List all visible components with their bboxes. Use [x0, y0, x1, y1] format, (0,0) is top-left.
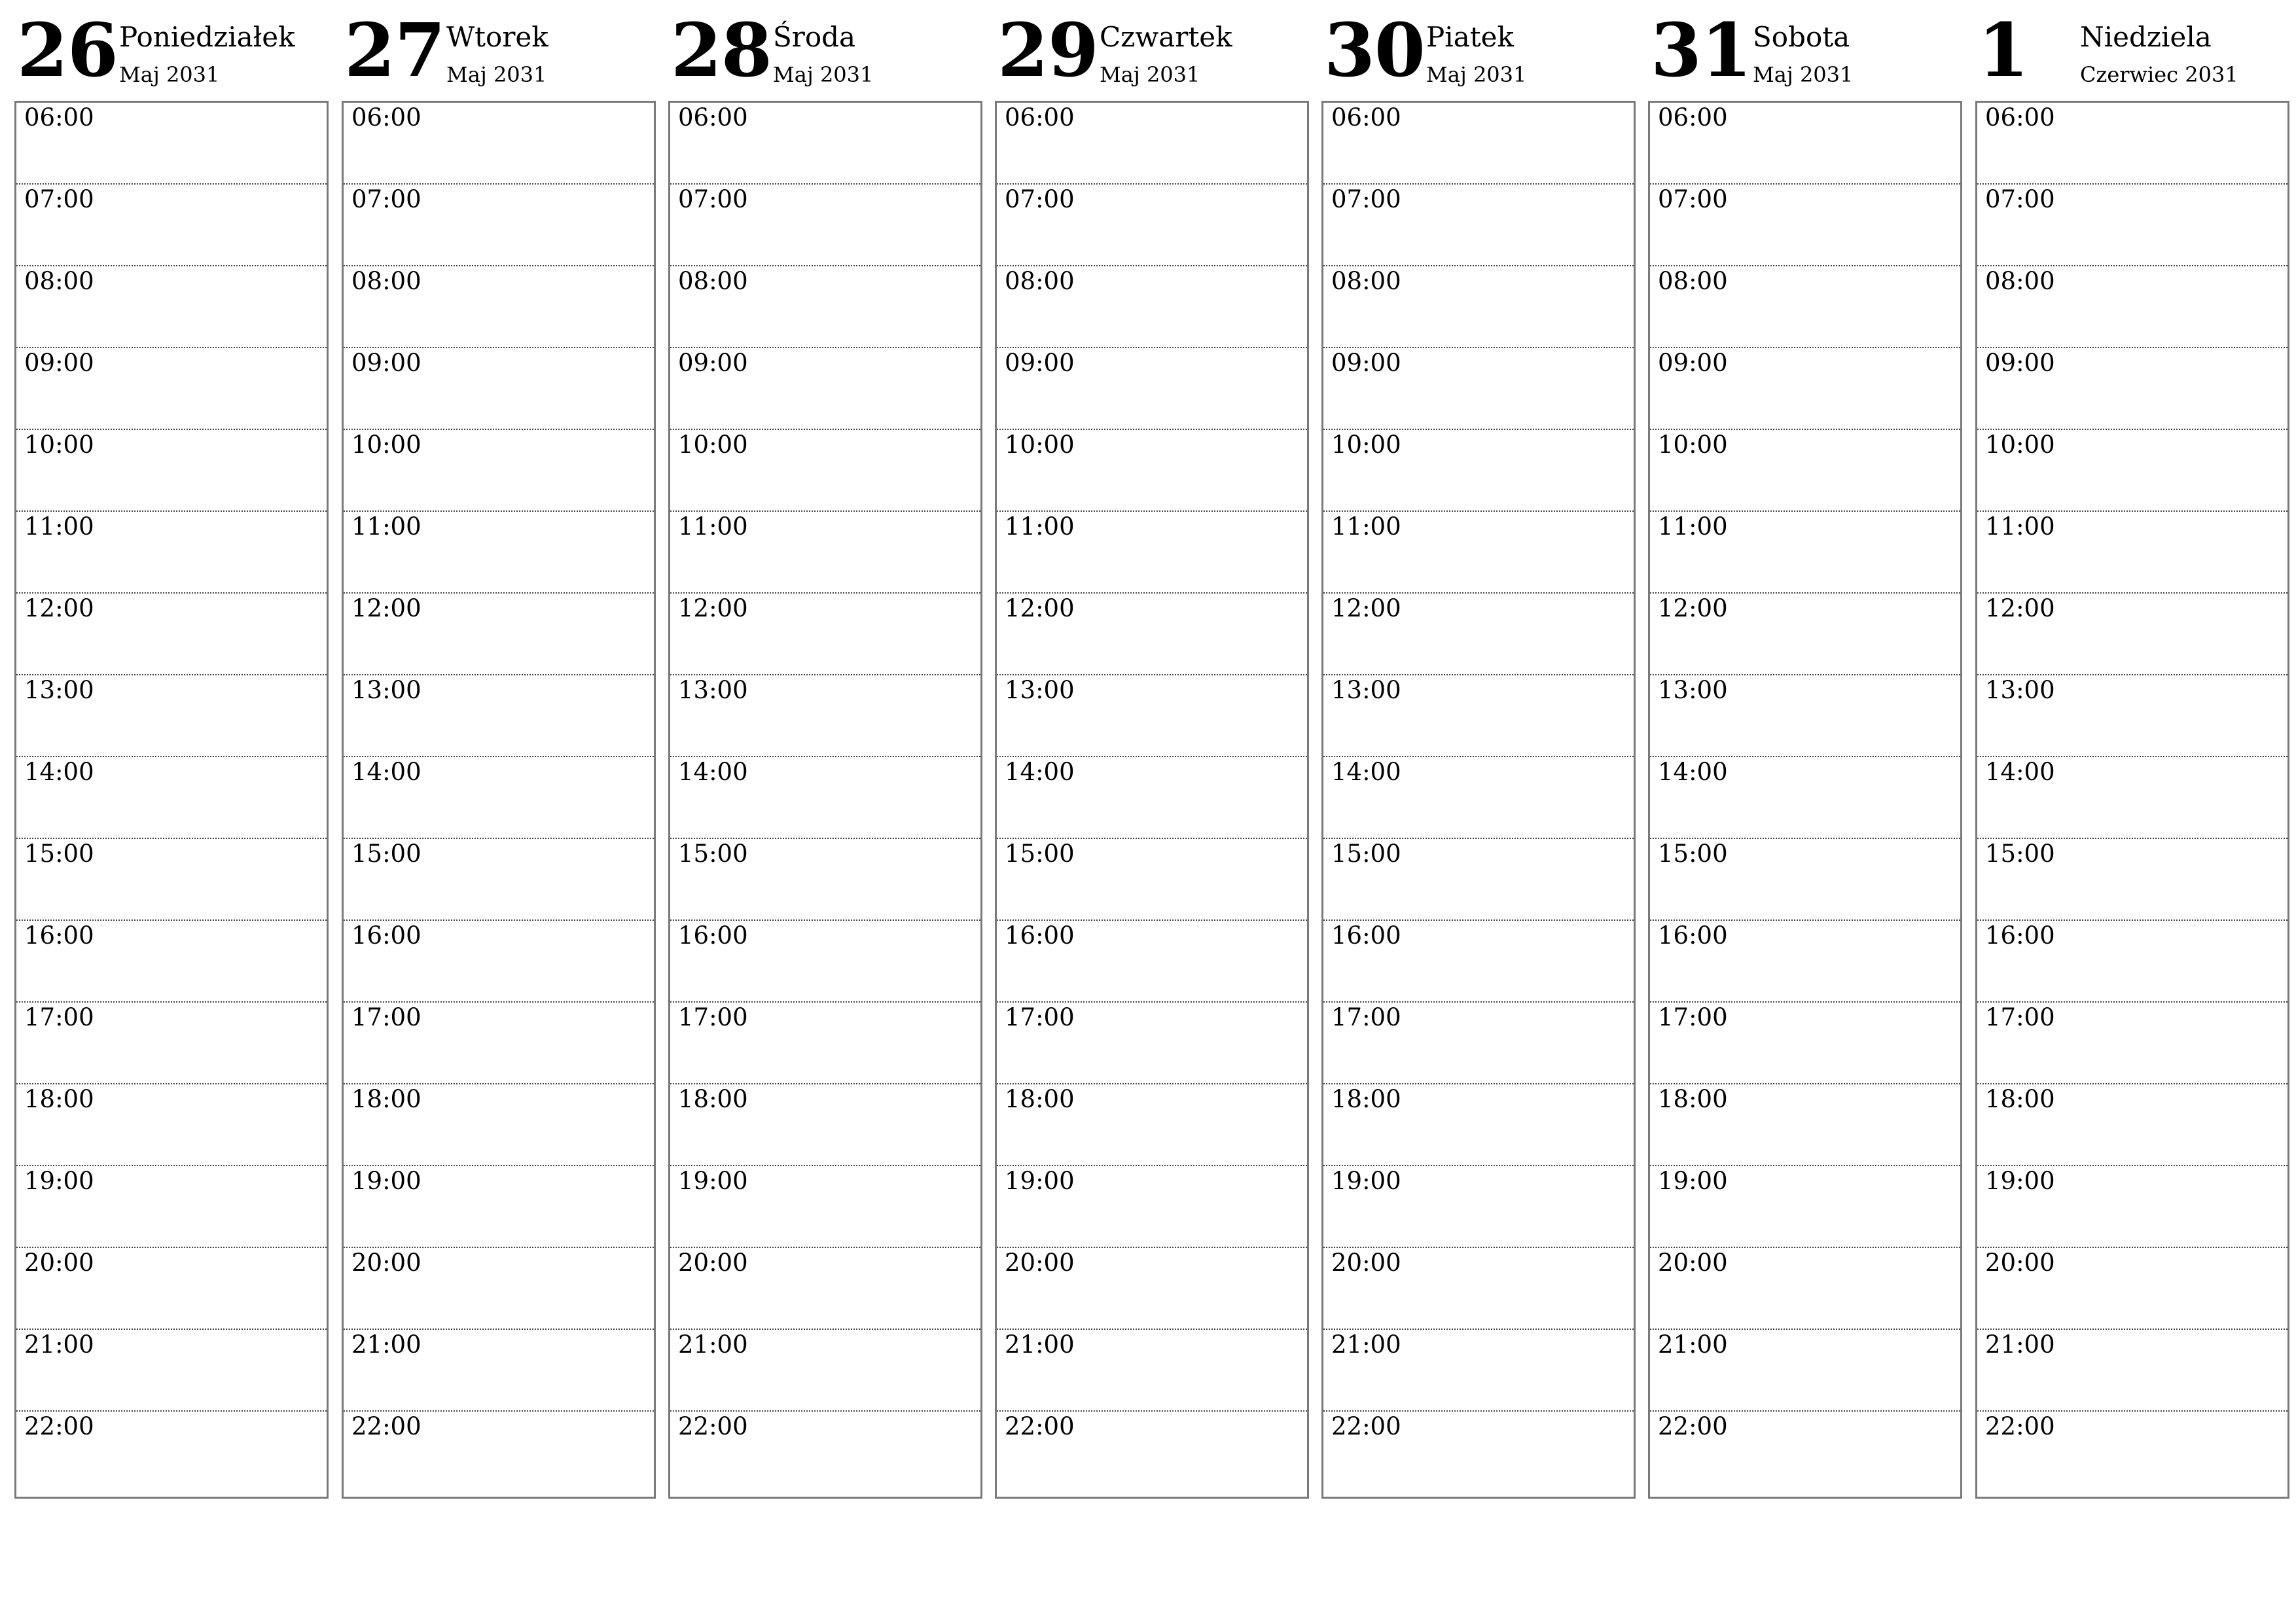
- time-slot-label: 13:00: [351, 676, 422, 704]
- time-slot-label: 19:00: [24, 1167, 94, 1195]
- time-slot[interactable]: [670, 1166, 980, 1248]
- day-number: 1: [1978, 8, 2028, 94]
- time-slot-label: 10:00: [351, 431, 422, 459]
- time-slot-label: 07:00: [1985, 185, 2055, 213]
- time-slot-label: 15:00: [1985, 840, 2055, 868]
- day-header: [1321, 0, 1636, 99]
- time-slot[interactable]: [1323, 594, 1634, 675]
- time-slot-label: 11:00: [1331, 512, 1401, 541]
- time-slot[interactable]: [1650, 1166, 1960, 1248]
- time-slot-label: 15:00: [1005, 840, 1075, 868]
- day-name: Czwartek: [1100, 21, 1232, 53]
- time-slot[interactable]: [670, 348, 980, 430]
- day-header: [995, 0, 1309, 99]
- day-header: [14, 0, 329, 99]
- time-slot-label: 16:00: [1985, 921, 2055, 950]
- time-slot[interactable]: [670, 675, 980, 757]
- day-column: [1321, 0, 1636, 1440]
- time-slot-label: 07:00: [24, 185, 94, 213]
- time-slot[interactable]: [1650, 348, 1960, 430]
- month-label: Maj 2031: [1100, 62, 1200, 87]
- time-slot[interactable]: [1977, 1003, 2287, 1084]
- time-slot[interactable]: [16, 839, 327, 921]
- day-name: Środa: [773, 21, 856, 53]
- time-slot[interactable]: [997, 430, 1307, 512]
- time-slot-label: 21:00: [1005, 1330, 1075, 1359]
- time-slot-label: 14:00: [678, 758, 748, 786]
- day-schedule-box[interactable]: [1321, 101, 1636, 1499]
- time-slot-label: 08:00: [678, 267, 748, 295]
- time-slot[interactable]: [1323, 675, 1634, 757]
- time-slot[interactable]: [16, 266, 327, 348]
- time-slot[interactable]: [1650, 921, 1960, 1003]
- day-number: 26: [17, 8, 118, 94]
- time-slot[interactable]: [16, 1003, 327, 1084]
- time-slot-label: 21:00: [1658, 1330, 1728, 1359]
- time-slot-label: 09:00: [1331, 349, 1401, 377]
- time-slot-label: 19:00: [1658, 1167, 1728, 1195]
- time-slot[interactable]: [1323, 1003, 1634, 1084]
- day-column: [1975, 0, 2289, 1440]
- time-slot[interactable]: [997, 675, 1307, 757]
- time-slot[interactable]: [997, 839, 1307, 921]
- time-slot[interactable]: [1323, 185, 1634, 266]
- time-slot[interactable]: [997, 1084, 1307, 1166]
- time-slot-label: 22:00: [1005, 1412, 1075, 1440]
- time-slot[interactable]: [1650, 1003, 1960, 1084]
- day-name: Poniedziałek: [119, 21, 295, 53]
- time-slot-label: 12:00: [24, 594, 94, 622]
- time-slot-label: 22:00: [1985, 1412, 2055, 1440]
- time-slot[interactable]: [1977, 839, 2287, 921]
- time-slot[interactable]: [670, 512, 980, 594]
- time-slot[interactable]: [1323, 1166, 1634, 1248]
- time-slot[interactable]: [1323, 921, 1634, 1003]
- time-slot[interactable]: [16, 512, 327, 594]
- time-slot-label: 19:00: [678, 1167, 748, 1195]
- time-slot[interactable]: [670, 594, 980, 675]
- time-slot[interactable]: [997, 594, 1307, 675]
- time-slot[interactable]: [16, 1084, 327, 1166]
- time-slot-label: 17:00: [1985, 1003, 2055, 1031]
- day-number: 30: [1324, 8, 1425, 94]
- time-slot[interactable]: [670, 1330, 980, 1412]
- time-slot-label: 11:00: [1985, 512, 2055, 541]
- time-slot[interactable]: [997, 1412, 1307, 1493]
- time-slot-label: 21:00: [1985, 1330, 2055, 1359]
- time-slot[interactable]: [1323, 348, 1634, 430]
- time-slot[interactable]: [670, 266, 980, 348]
- day-column: [342, 0, 656, 1440]
- time-slot[interactable]: [1977, 1330, 2287, 1412]
- day-schedule-box[interactable]: [1975, 101, 2289, 1499]
- time-slot-label: 19:00: [1985, 1167, 2055, 1195]
- time-slot-label: 22:00: [1658, 1412, 1728, 1440]
- time-slot-label: 16:00: [1658, 921, 1728, 950]
- day-header: [1648, 0, 1962, 99]
- time-slot-label: 21:00: [1331, 1330, 1401, 1359]
- time-slot-label: 12:00: [1658, 594, 1728, 622]
- time-slot-label: 13:00: [1005, 676, 1075, 704]
- time-slot[interactable]: [997, 1330, 1307, 1412]
- day-name: Piatek: [1426, 21, 1514, 53]
- day-schedule-box[interactable]: [14, 101, 329, 1499]
- time-slot-label: 08:00: [1985, 267, 2055, 295]
- time-slot[interactable]: [1977, 757, 2287, 839]
- time-slot-label: 07:00: [678, 185, 748, 213]
- time-slot-label: 11:00: [678, 512, 748, 541]
- time-slot-label: 18:00: [351, 1085, 422, 1113]
- time-slot-label: 16:00: [1331, 921, 1401, 950]
- time-slot-label: 12:00: [1331, 594, 1401, 622]
- time-slot[interactable]: [1977, 1248, 2287, 1330]
- time-slot-label: 10:00: [1985, 431, 2055, 459]
- time-slot[interactable]: [670, 103, 980, 185]
- time-slot-label: 11:00: [24, 512, 94, 541]
- time-slot[interactable]: [670, 1248, 980, 1330]
- time-slot-label: 22:00: [24, 1412, 94, 1440]
- time-slot-label: 07:00: [351, 185, 422, 213]
- time-slot[interactable]: [1977, 430, 2287, 512]
- day-schedule-box[interactable]: [1648, 101, 1962, 1499]
- time-slot[interactable]: [16, 1330, 327, 1412]
- time-slot[interactable]: [1977, 266, 2287, 348]
- time-slot[interactable]: [344, 1003, 654, 1084]
- time-slot[interactable]: [997, 1248, 1307, 1330]
- time-slot[interactable]: [1650, 1248, 1960, 1330]
- time-slot-label: 16:00: [1005, 921, 1075, 950]
- time-slot[interactable]: [670, 839, 980, 921]
- time-slot[interactable]: [1323, 757, 1634, 839]
- time-slot[interactable]: [1650, 1330, 1960, 1412]
- time-slot-label: 17:00: [351, 1003, 422, 1031]
- time-slot-label: 20:00: [1331, 1249, 1401, 1277]
- time-slot[interactable]: [1323, 1084, 1634, 1166]
- time-slot[interactable]: [344, 1412, 654, 1493]
- time-slot[interactable]: [344, 1166, 654, 1248]
- day-header: [668, 0, 982, 99]
- time-slot-label: 14:00: [351, 758, 422, 786]
- time-slot[interactable]: [670, 757, 980, 839]
- day-number: 31: [1651, 8, 1751, 94]
- time-slot-label: 08:00: [24, 267, 94, 295]
- time-slot[interactable]: [997, 185, 1307, 266]
- month-label: Maj 2031: [446, 62, 547, 87]
- time-slot-label: 10:00: [1005, 431, 1075, 459]
- day-schedule-box[interactable]: [668, 101, 982, 1499]
- time-slot[interactable]: [344, 430, 654, 512]
- time-slot-label: 22:00: [1331, 1412, 1401, 1440]
- day-name: Sobota: [1753, 21, 1850, 53]
- time-slot-label: 18:00: [678, 1085, 748, 1113]
- time-slot[interactable]: [1650, 839, 1960, 921]
- day-number: 28: [671, 8, 772, 94]
- day-header: [1975, 0, 2289, 99]
- time-slot-label: 22:00: [351, 1412, 422, 1440]
- time-slot[interactable]: [1323, 839, 1634, 921]
- time-slot-label: 20:00: [1005, 1249, 1075, 1277]
- day-header: [342, 0, 656, 99]
- time-slot[interactable]: [997, 266, 1307, 348]
- time-slot-label: 21:00: [678, 1330, 748, 1359]
- time-slot[interactable]: [997, 103, 1307, 185]
- time-slot[interactable]: [16, 185, 327, 266]
- time-slot-label: 08:00: [1005, 267, 1075, 295]
- time-slot-label: 16:00: [351, 921, 422, 950]
- time-slot-label: 07:00: [1658, 185, 1728, 213]
- time-slot-label: 14:00: [1985, 758, 2055, 786]
- time-slot[interactable]: [344, 921, 654, 1003]
- time-slot-label: 18:00: [1985, 1085, 2055, 1113]
- time-slot[interactable]: [1977, 594, 2287, 675]
- time-slot[interactable]: [344, 1248, 654, 1330]
- time-slot[interactable]: [344, 757, 654, 839]
- time-slot-label: 10:00: [24, 431, 94, 459]
- time-slot-label: 12:00: [351, 594, 422, 622]
- time-slot-label: 13:00: [678, 676, 748, 704]
- time-slot-label: 15:00: [24, 840, 94, 868]
- time-slot-label: 14:00: [24, 758, 94, 786]
- time-slot-label: 14:00: [1331, 758, 1401, 786]
- time-slot-label: 16:00: [678, 921, 748, 950]
- time-slot[interactable]: [1323, 103, 1634, 185]
- time-slot-label: 15:00: [351, 840, 422, 868]
- time-slot[interactable]: [344, 185, 654, 266]
- time-slot-label: 08:00: [1658, 267, 1728, 295]
- time-slot-label: 17:00: [1658, 1003, 1728, 1031]
- time-slot-label: 06:00: [351, 103, 422, 132]
- time-slot-label: 15:00: [1658, 840, 1728, 868]
- time-slot[interactable]: [344, 348, 654, 430]
- time-slot[interactable]: [16, 1248, 327, 1330]
- time-slot-label: 16:00: [24, 921, 94, 950]
- time-slot[interactable]: [1977, 103, 2287, 185]
- time-slot-label: 15:00: [678, 840, 748, 868]
- time-slot[interactable]: [344, 1084, 654, 1166]
- time-slot-label: 14:00: [1005, 758, 1075, 786]
- time-slot[interactable]: [344, 1330, 654, 1412]
- day-schedule-box[interactable]: [342, 101, 656, 1499]
- time-slot[interactable]: [670, 185, 980, 266]
- time-slot-label: 20:00: [678, 1249, 748, 1277]
- time-slot[interactable]: [16, 757, 327, 839]
- time-slot-label: 17:00: [24, 1003, 94, 1031]
- time-slot[interactable]: [1977, 1166, 2287, 1248]
- time-slot-label: 19:00: [351, 1167, 422, 1195]
- time-slot[interactable]: [1323, 1412, 1634, 1493]
- time-slot-label: 11:00: [1658, 512, 1728, 541]
- time-slot-label: 12:00: [1005, 594, 1075, 622]
- time-slot-label: 17:00: [1005, 1003, 1075, 1031]
- day-number: 29: [997, 8, 1098, 94]
- time-slot-label: 06:00: [1658, 103, 1728, 132]
- time-slot-label: 14:00: [1658, 758, 1728, 786]
- time-slot-label: 15:00: [1331, 840, 1401, 868]
- time-slot-label: 18:00: [1005, 1085, 1075, 1113]
- time-slot[interactable]: [1323, 430, 1634, 512]
- time-slot-label: 18:00: [1658, 1085, 1728, 1113]
- time-slot-label: 12:00: [678, 594, 748, 622]
- time-slot-label: 21:00: [351, 1330, 422, 1359]
- time-slot-label: 06:00: [1985, 103, 2055, 132]
- time-slot[interactable]: [16, 348, 327, 430]
- time-slot[interactable]: [1977, 185, 2287, 266]
- day-name: Niedziela: [2080, 21, 2212, 53]
- time-slot[interactable]: [344, 103, 654, 185]
- time-slot[interactable]: [670, 1003, 980, 1084]
- time-slot[interactable]: [16, 1412, 327, 1493]
- time-slot[interactable]: [16, 430, 327, 512]
- time-slot[interactable]: [1323, 1248, 1634, 1330]
- time-slot[interactable]: [1650, 1084, 1960, 1166]
- time-slot-label: 13:00: [1985, 676, 2055, 704]
- time-slot[interactable]: [1977, 1412, 2287, 1493]
- time-slot[interactable]: [1323, 512, 1634, 594]
- time-slot-label: 17:00: [678, 1003, 748, 1031]
- day-column: [995, 0, 1309, 1440]
- time-slot-label: 11:00: [1005, 512, 1075, 541]
- time-slot[interactable]: [16, 921, 327, 1003]
- time-slot[interactable]: [1977, 348, 2287, 430]
- time-slot[interactable]: [1650, 594, 1960, 675]
- time-slot[interactable]: [997, 921, 1307, 1003]
- time-slot[interactable]: [997, 512, 1307, 594]
- time-slot[interactable]: [997, 1003, 1307, 1084]
- time-slot-label: 22:00: [678, 1412, 748, 1440]
- day-schedule-box[interactable]: [995, 101, 1309, 1499]
- time-slot-label: 06:00: [678, 103, 748, 132]
- time-slot-label: 20:00: [1985, 1249, 2055, 1277]
- month-label: Maj 2031: [773, 62, 874, 87]
- month-label: Maj 2031: [1426, 62, 1527, 87]
- time-slot-label: 09:00: [24, 349, 94, 377]
- time-slot-label: 20:00: [24, 1249, 94, 1277]
- time-slot[interactable]: [1977, 1084, 2287, 1166]
- time-slot-label: 10:00: [678, 431, 748, 459]
- time-slot-label: 13:00: [1331, 676, 1401, 704]
- time-slot[interactable]: [1650, 675, 1960, 757]
- time-slot[interactable]: [1977, 921, 2287, 1003]
- time-slot[interactable]: [997, 1166, 1307, 1248]
- time-slot[interactable]: [997, 757, 1307, 839]
- time-slot-label: 20:00: [1658, 1249, 1728, 1277]
- time-slot[interactable]: [1650, 757, 1960, 839]
- day-name: Wtorek: [446, 21, 548, 53]
- time-slot-label: 09:00: [1658, 349, 1728, 377]
- time-slot[interactable]: [16, 594, 327, 675]
- time-slot[interactable]: [344, 266, 654, 348]
- time-slot[interactable]: [1323, 1330, 1634, 1412]
- time-slot[interactable]: [670, 1084, 980, 1166]
- day-column: [668, 0, 982, 1440]
- time-slot-label: 08:00: [1331, 267, 1401, 295]
- time-slot-label: 20:00: [351, 1249, 422, 1277]
- month-label: Czerwiec 2031: [2080, 62, 2238, 87]
- time-slot[interactable]: [670, 430, 980, 512]
- time-slot[interactable]: [1977, 675, 2287, 757]
- time-slot-label: 11:00: [351, 512, 422, 541]
- time-slot-label: 18:00: [24, 1085, 94, 1113]
- time-slot-label: 13:00: [1658, 676, 1728, 704]
- time-slot[interactable]: [1323, 266, 1634, 348]
- time-slot[interactable]: [670, 921, 980, 1003]
- time-slot[interactable]: [1977, 512, 2287, 594]
- time-slot-label: 18:00: [1331, 1085, 1401, 1113]
- time-slot[interactable]: [1650, 1412, 1960, 1493]
- time-slot-label: 08:00: [351, 267, 422, 295]
- time-slot[interactable]: [16, 103, 327, 185]
- time-slot[interactable]: [1650, 430, 1960, 512]
- day-column: [14, 0, 329, 1440]
- time-slot[interactable]: [1650, 512, 1960, 594]
- month-label: Maj 2031: [119, 62, 220, 87]
- time-slot[interactable]: [16, 1166, 327, 1248]
- time-slot[interactable]: [1650, 103, 1960, 185]
- time-slot[interactable]: [344, 594, 654, 675]
- time-slot-label: 07:00: [1005, 185, 1075, 213]
- time-slot-label: 06:00: [24, 103, 94, 132]
- time-slot[interactable]: [670, 1412, 980, 1493]
- time-slot-label: 09:00: [351, 349, 422, 377]
- time-slot-label: 10:00: [1331, 431, 1401, 459]
- day-column: [1648, 0, 1962, 1440]
- time-slot-label: 09:00: [1985, 349, 2055, 377]
- time-slot-label: 19:00: [1331, 1167, 1401, 1195]
- time-slot[interactable]: [1650, 185, 1960, 266]
- time-slot[interactable]: [344, 512, 654, 594]
- time-slot-label: 19:00: [1005, 1167, 1075, 1195]
- time-slot[interactable]: [16, 675, 327, 757]
- time-slot-label: 09:00: [678, 349, 748, 377]
- time-slot-label: 12:00: [1985, 594, 2055, 622]
- time-slot[interactable]: [1650, 266, 1960, 348]
- time-slot-label: 13:00: [24, 676, 94, 704]
- month-label: Maj 2031: [1753, 62, 1854, 87]
- time-slot-label: 21:00: [24, 1330, 94, 1359]
- day-number: 27: [344, 8, 445, 94]
- time-slot-label: 07:00: [1331, 185, 1401, 213]
- time-slot[interactable]: [344, 839, 654, 921]
- time-slot-label: 06:00: [1331, 103, 1401, 132]
- time-slot-label: 10:00: [1658, 431, 1728, 459]
- time-slot-label: 06:00: [1005, 103, 1075, 132]
- time-slot-label: 09:00: [1005, 349, 1075, 377]
- time-slot[interactable]: [344, 675, 654, 757]
- time-slot-label: 17:00: [1331, 1003, 1401, 1031]
- time-slot[interactable]: [997, 348, 1307, 430]
